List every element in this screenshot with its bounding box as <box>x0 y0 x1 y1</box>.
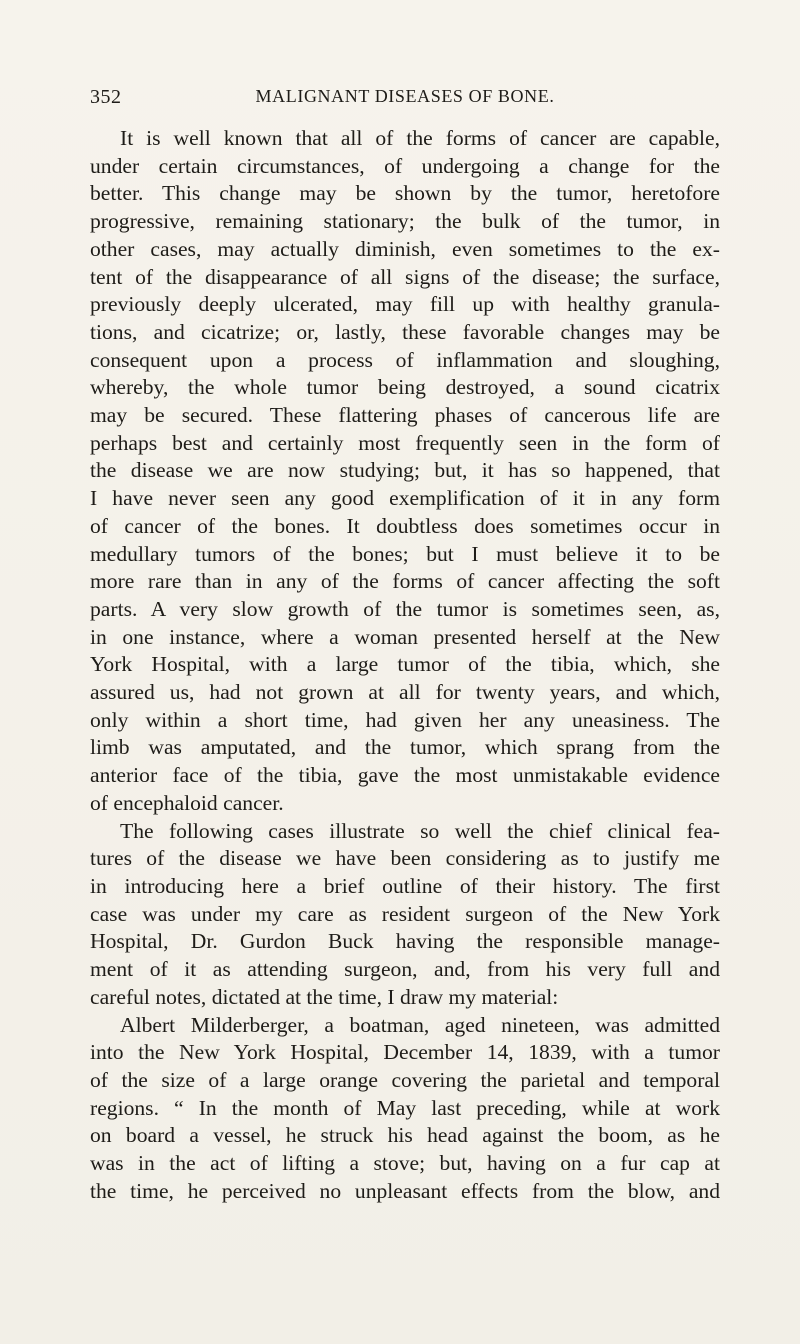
text-line: the time, he perceived no unpleasant effects from the blow, and <box>90 1178 720 1203</box>
text-line: I have never seen any good exemplification of it in any form <box>90 486 720 511</box>
text-line: careful notes, dictated at the time, I draw my material: <box>90 984 559 1009</box>
text-line: only within a short time, had given her any uneasiness. The <box>90 707 720 732</box>
text-line: on board a vessel, he struck his head against the boom, as he <box>90 1123 720 1148</box>
text-line: anterior face of the tibia, gave the most unmistakable evidence <box>90 763 720 788</box>
text-line: ment of it as attending surgeon, and, from his very full and <box>90 957 720 982</box>
text-line: may be secured. These flattering phases of cancerous life are <box>90 403 720 428</box>
paragraph <box>90 1012 720 1206</box>
text-line: into the New York Hospital, December 14, 1839, with a tumor <box>90 1040 720 1065</box>
text-line: limb was amputated, and the tumor, which sprang from the <box>90 735 720 760</box>
paragraph <box>90 125 720 818</box>
text-line: whereby, the whole tumor being destroyed, a sound cicatrix <box>90 375 720 400</box>
text-line: Hospital, Dr. Gurdon Buck having the responsible manage- <box>90 929 720 954</box>
running-head-title: MALIGNANT DISEASES OF BONE. <box>255 86 555 106</box>
text-line: Albert Milderberger, a boatman, aged nineteen, was admitted <box>120 1012 720 1037</box>
text-line: previously deeply ulcerated, may fill up with healthy granula- <box>90 292 720 317</box>
text-line: more rare than in any of the forms of cancer affecting the soft <box>90 569 720 594</box>
text-line: It is well known that all of the forms of cancer are capable, <box>120 126 720 150</box>
text-line: of cancer of the bones. It doubtless does sometimes occur in <box>90 513 720 538</box>
running-head <box>90 86 720 114</box>
text-line: in introducing here a brief outline of their history. The first <box>90 873 720 898</box>
text-line: consequent upon a process of inflammation and sloughing, <box>90 347 720 372</box>
text-line: tions, and cicatrize; or, lastly, these favorable changes may be <box>90 319 720 344</box>
text-line: was in the act of lifting a stove; but, having on a fur cap at <box>90 1151 720 1176</box>
text-line: regions. “ In the month of May last preceding, while at work <box>90 1095 720 1120</box>
text-line: York Hospital, with a large tumor of the tibia, which, she <box>90 652 720 677</box>
text-line: of the size of a large orange covering the parietal and temporal <box>90 1067 720 1092</box>
text-line: case was under my care as resident surgeon of the New York <box>90 901 720 926</box>
text-line: better. This change may be shown by the tumor, heretofore <box>90 181 720 206</box>
page-number: 352 <box>90 86 122 108</box>
text-line: the disease we are now studying; but, it has so happened, that <box>90 458 720 483</box>
paragraph <box>90 818 720 1012</box>
text-line: tent of the disappearance of all signs of the disease; the surface, <box>90 264 720 289</box>
text-line: under certain circumstances, of undergoing a change for the <box>90 153 720 178</box>
text-line: The following cases illustrate so well the chief clinical fea- <box>120 818 720 843</box>
text-line: progressive, remaining stationary; the bulk of the tumor, in <box>90 209 720 234</box>
text-line: tures of the disease we have been considering as to justify me <box>90 846 720 871</box>
text-line: other cases, may actually diminish, even sometimes to the ex- <box>90 236 720 261</box>
text-line: perhaps best and certainly most frequently seen in the form of <box>90 430 720 455</box>
body-text <box>90 125 720 1205</box>
text-line: parts. A very slow growth of the tumor is sometimes seen, as, <box>90 596 720 621</box>
text-line: medullary tumors of the bones; but I must believe it to be <box>90 541 720 566</box>
text-line: of encephaloid cancer. <box>90 790 284 815</box>
text-line: in one instance, where a woman presented herself at the New <box>90 624 720 649</box>
text-line: assured us, had not grown at all for twenty years, and which, <box>90 680 720 705</box>
